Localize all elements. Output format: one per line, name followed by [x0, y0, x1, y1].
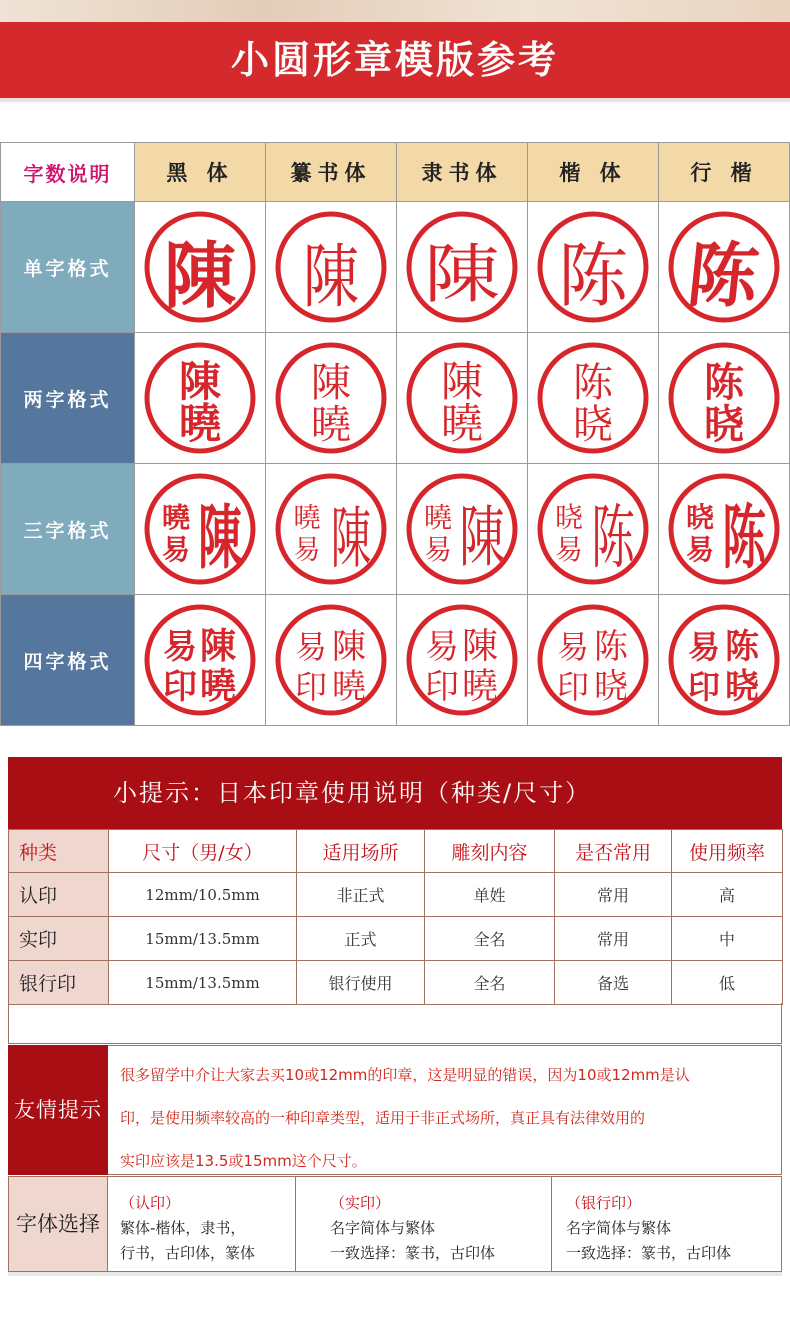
font-col-header: 隶书体 — [397, 143, 528, 202]
svg-text:陈: 陈 — [594, 627, 628, 667]
stamp-seal — [404, 602, 520, 718]
font-choice-line: 一致选择：篆书，古印体 — [330, 1244, 496, 1262]
row-label: 两字格式 — [1, 333, 135, 464]
svg-text:曉: 曉 — [161, 501, 191, 534]
stamp-cell — [397, 202, 528, 333]
font-choice-line: 繁体-楷体，隶书， — [120, 1219, 246, 1237]
usage-cell: 常用 — [555, 873, 672, 917]
svg-text:陳: 陳 — [178, 357, 222, 406]
svg-text:晓: 晓 — [685, 501, 715, 534]
usage-cell: 备选 — [555, 961, 672, 1005]
usage-cell: 全名 — [425, 961, 555, 1005]
stamp-seal — [273, 471, 389, 587]
svg-text:陈: 陈 — [683, 235, 763, 317]
tip-text — [108, 1045, 782, 1175]
tip-line: 很多留学中介让大家去买10或12mm的印章，这是明显的错误，因为10或12mm是认 — [120, 1066, 690, 1084]
grid-corner-label: 字数说明 — [1, 143, 135, 202]
stamp-seal — [666, 602, 782, 718]
font-col-header: 行 楷 — [659, 143, 790, 202]
usage-cell: 低 — [672, 961, 783, 1005]
font-choice-col — [108, 1176, 296, 1272]
svg-text:印: 印 — [163, 667, 197, 707]
grid-row-single — [1, 202, 790, 333]
stamp-seal — [535, 602, 651, 718]
svg-text:易: 易 — [294, 628, 328, 666]
usage-cell: 常用 — [555, 917, 672, 961]
usage-cell: 高 — [672, 873, 783, 917]
table-row — [9, 961, 783, 1005]
stamp-seal — [666, 209, 782, 325]
svg-text:陳: 陳 — [311, 360, 351, 406]
stamp-cell — [659, 202, 790, 333]
svg-text:陈: 陈 — [558, 235, 628, 317]
stamp-cell — [135, 464, 266, 595]
stamp-cell — [135, 333, 266, 464]
top-background-strip — [0, 0, 790, 22]
tip-line: 实印应该是13.5或15mm这个尺寸。 — [120, 1152, 367, 1170]
svg-text:陳: 陳 — [302, 235, 360, 318]
svg-text:易: 易 — [554, 533, 584, 566]
stamp-seal — [535, 471, 651, 587]
stamp-cell — [528, 595, 659, 726]
font-col-header: 楷 体 — [528, 143, 659, 202]
svg-text:曉: 曉 — [440, 399, 484, 448]
svg-text:易: 易 — [163, 627, 197, 667]
usage-cell: 认印 — [9, 873, 109, 917]
stamp-cell — [528, 202, 659, 333]
stamp-cell — [528, 464, 659, 595]
svg-text:陈: 陈 — [722, 496, 766, 579]
stamp-cell — [659, 595, 790, 726]
stamp-seal — [142, 602, 258, 718]
stamp-cell — [266, 595, 397, 726]
svg-text:易: 易 — [423, 533, 453, 566]
usage-header-cell: 使用频率 — [672, 830, 783, 873]
svg-text:易: 易 — [425, 627, 459, 667]
usage-section-title: 小提示：日本印章使用说明（种类/尺寸） — [8, 757, 782, 829]
svg-text:晓: 晓 — [554, 501, 584, 534]
usage-header-cell: 种类 — [9, 830, 109, 873]
stamp-cell — [659, 333, 790, 464]
svg-text:曉: 曉 — [461, 666, 499, 707]
svg-text:陳: 陳 — [198, 496, 242, 579]
stamp-seal — [273, 209, 389, 325]
svg-text:曉: 曉 — [332, 667, 366, 707]
grid-header-row — [1, 143, 790, 202]
svg-text:陳: 陳 — [332, 627, 366, 667]
font-choice-head: （实印） — [330, 1194, 391, 1212]
stamp-seal — [273, 602, 389, 718]
grid-row-triple — [1, 464, 790, 595]
stamp-seal — [404, 209, 520, 325]
usage-cell: 非正式 — [297, 873, 425, 917]
svg-text:晓: 晓 — [704, 402, 744, 448]
page-title-banner: 小圆形章模版参考 — [0, 22, 790, 98]
usage-header-cell: 雕刻内容 — [425, 830, 555, 873]
svg-text:易: 易 — [687, 628, 721, 666]
svg-text:陈: 陈 — [704, 360, 744, 406]
font-choice-head: （认印） — [120, 1194, 181, 1212]
font-choice-col — [552, 1176, 782, 1272]
usage-cell: 全名 — [425, 917, 555, 961]
svg-text:晓: 晓 — [594, 667, 628, 707]
usage-cell: 15mm/13.5mm — [109, 961, 297, 1005]
font-choice-col — [296, 1176, 552, 1272]
svg-text:曉: 曉 — [293, 503, 321, 534]
stamp-seal — [142, 471, 258, 587]
svg-text:陳: 陳 — [330, 500, 372, 579]
usage-cell: 正式 — [297, 917, 425, 961]
svg-text:曉: 曉 — [311, 402, 351, 448]
stamp-cell — [135, 595, 266, 726]
table-row — [9, 917, 783, 961]
stamp-seal — [404, 471, 520, 587]
svg-text:陳: 陳 — [163, 234, 237, 318]
svg-text:印: 印 — [687, 668, 721, 706]
svg-text:陳: 陳 — [199, 626, 237, 667]
svg-text:印: 印 — [294, 668, 328, 706]
stamp-cell — [659, 464, 790, 595]
row-label: 四字格式 — [1, 595, 135, 726]
empty-spacer-row — [8, 1003, 782, 1044]
svg-text:陳: 陳 — [461, 626, 499, 667]
stamp-cell — [397, 333, 528, 464]
svg-text:陈: 陈 — [725, 627, 759, 667]
usage-header-row — [9, 830, 783, 873]
stamp-cell — [397, 595, 528, 726]
grid-row-double — [1, 333, 790, 464]
tip-line: 印，是使用频率较高的一种印章类型，适用于非正式场所，真正具有法律效用的 — [120, 1109, 646, 1127]
svg-text:陳: 陳 — [440, 357, 484, 406]
svg-text:陈: 陈 — [591, 496, 635, 579]
font-choice-line: 名字简体与繁体 — [330, 1219, 436, 1237]
svg-text:陈: 陈 — [573, 360, 613, 406]
usage-cell: 银行使用 — [297, 961, 425, 1005]
usage-cell: 15mm/13.5mm — [109, 917, 297, 961]
stamp-reference-grid — [0, 142, 790, 726]
stamp-cell — [528, 333, 659, 464]
svg-text:易: 易 — [161, 533, 191, 566]
usage-header-cell: 是否常用 — [555, 830, 672, 873]
stamp-cell — [266, 464, 397, 595]
font-choice-line: 名字简体与繁体 — [566, 1219, 672, 1237]
font-choice-line: 一致选择：篆书，古印体 — [566, 1244, 732, 1262]
bottom-shadow — [8, 1272, 782, 1276]
stamp-cell — [266, 333, 397, 464]
usage-cell: 中 — [672, 917, 783, 961]
font-choice-label: 字体选择 — [8, 1176, 108, 1272]
svg-text:晓: 晓 — [573, 402, 613, 448]
stamp-seal — [142, 340, 258, 456]
svg-text:曉: 曉 — [423, 501, 453, 534]
usage-cell: 单姓 — [425, 873, 555, 917]
usage-cell: 银行印 — [9, 961, 109, 1005]
font-col-header: 黑 体 — [135, 143, 266, 202]
row-label: 单字格式 — [1, 202, 135, 333]
stamp-cell — [266, 202, 397, 333]
usage-cell: 12mm/10.5mm — [109, 873, 297, 917]
stamp-cell — [397, 464, 528, 595]
usage-header-cell: 适用场所 — [297, 830, 425, 873]
usage-header-cell: 尺寸（男/女） — [109, 830, 297, 873]
usage-cell: 实印 — [9, 917, 109, 961]
stamp-seal — [535, 209, 651, 325]
row-label: 三字格式 — [1, 464, 135, 595]
banner-shadow — [0, 98, 790, 102]
svg-text:印: 印 — [556, 668, 590, 706]
usage-table — [8, 829, 783, 1005]
svg-text:易: 易 — [293, 535, 321, 566]
stamp-seal — [273, 340, 389, 456]
svg-text:陳: 陳 — [424, 236, 500, 313]
tip-label: 友情提示 — [8, 1045, 108, 1175]
stamp-seal — [535, 340, 651, 456]
stamp-seal — [666, 340, 782, 456]
stamp-seal — [666, 471, 782, 587]
svg-text:易: 易 — [685, 533, 715, 566]
svg-text:晓: 晓 — [725, 667, 759, 707]
svg-text:陳: 陳 — [459, 499, 505, 577]
grid-row-quad — [1, 595, 790, 726]
font-col-header: 纂书体 — [266, 143, 397, 202]
table-row — [9, 873, 783, 917]
svg-text:曉: 曉 — [178, 399, 222, 448]
stamp-seal — [404, 340, 520, 456]
svg-text:印: 印 — [425, 667, 459, 707]
stamp-seal — [142, 209, 258, 325]
font-choice-head: （银行印） — [566, 1194, 642, 1212]
svg-text:曉: 曉 — [199, 666, 237, 707]
svg-text:易: 易 — [556, 628, 590, 666]
font-choice-line: 行书，古印体，篆体 — [120, 1244, 256, 1262]
stamp-cell — [135, 202, 266, 333]
